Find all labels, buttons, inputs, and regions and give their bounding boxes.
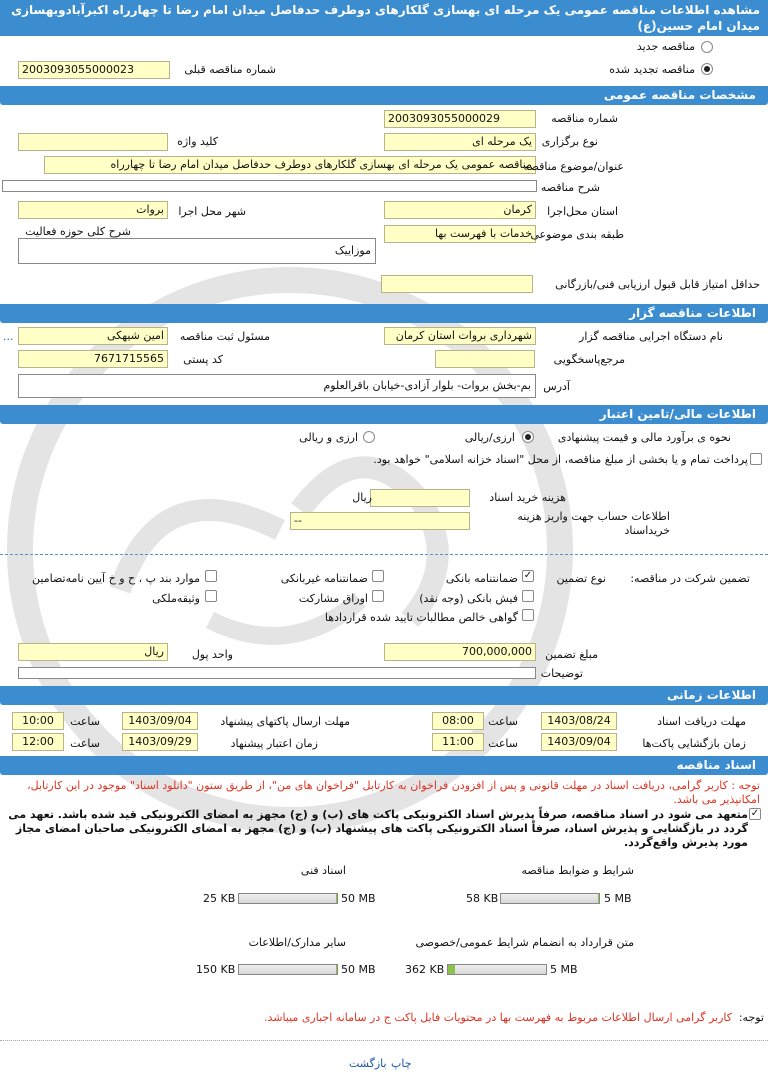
reference-label: مرجع‌پاسخگویی — [553, 353, 625, 366]
send-date-field[interactable]: 1403/09/04 — [122, 712, 198, 730]
property-collateral-checkbox[interactable] — [205, 590, 217, 602]
commit-checkbox[interactable]: ✓ — [750, 808, 760, 819]
city-label: شهر محل اجرا — [178, 205, 246, 218]
receive-date-field[interactable]: 1403/08/24 — [541, 712, 617, 730]
file-max-other: 50 MB — [341, 963, 376, 976]
progress-fill — [336, 965, 337, 974]
validity-label: زمان اعتبار پیشنهاد — [230, 737, 318, 750]
reference-field[interactable] — [435, 350, 535, 368]
print-link[interactable]: چاپ — [391, 1057, 412, 1070]
address-label: آدرس — [543, 380, 570, 393]
activity-field[interactable]: موزاییک — [18, 238, 376, 264]
forex-label: ارزی و ریالی — [299, 431, 358, 444]
file-size-technical: 25 KB — [203, 892, 236, 905]
nonbank-guarantee-checkbox[interactable] — [372, 570, 384, 582]
file-max-technical: 50 MB — [341, 892, 376, 905]
clause-items-label: موارد بند پ ، ح و خ آیین نامه‌تضامین — [32, 572, 200, 585]
progress-fill — [598, 894, 599, 903]
estimate-label: نحوه ی برآورد مالی و قیمت پیشنهادی — [557, 431, 731, 444]
receivables-checkbox[interactable] — [522, 609, 534, 621]
rial-radio[interactable] — [522, 431, 534, 443]
clause-items-checkbox[interactable] — [205, 570, 217, 582]
open-time-field[interactable]: 11:00 — [432, 733, 484, 751]
commit-text: متعهد می شود در اسناد مناقصه، صرفاً پذیرش اسناد الکترونیکی پاکت های (ب) و (ج) مجهز به امضای الکترونیکی قید شده باشد. تعهد می گردد در بازگشایی و پذیرش اسناد، صرفاً اسناد الکترونیکی پاکت های پیشنهاد (ب) و (ج) مجهز به امضای الکترونیکی صاحبان امضای مجاز مورد پذیرش واقع‌گردد. — [8, 808, 748, 849]
file-size-contract: 362 KB — [405, 963, 445, 976]
organizer-section-header: اطلاعات مناقصه گزار — [0, 304, 768, 323]
pricelist-note-prefix: توجه: — [738, 1011, 764, 1024]
currency-field[interactable]: ریال — [18, 643, 168, 661]
renewed-tender-radio[interactable] — [701, 63, 713, 75]
new-tender-label: مناقصه جدید — [636, 40, 695, 53]
organizer-field[interactable]: شهرداری بروات استان کرمان — [384, 327, 536, 345]
guarantee-amount-label: مبلغ تضمین — [545, 648, 598, 661]
footer-divider — [0, 1040, 768, 1041]
send-label: مهلت ارسال پاکتهای پیشنهاد — [220, 715, 350, 728]
progress-technical — [238, 893, 338, 904]
bonds-checkbox[interactable] — [372, 590, 384, 602]
guarantee-amount-field[interactable]: 700,000,000 — [384, 643, 536, 661]
forex-radio[interactable] — [363, 431, 375, 443]
subject-label: عنوان/موضوع مناقصه — [523, 160, 624, 173]
treasury-label: پرداخت تمام و یا بخشی از مبلغ مناقصه، از محل "اسناد خزانه اسلامی" خواهد بود. — [373, 453, 748, 466]
registrar-label: مسئول ثبت مناقصه — [179, 330, 270, 343]
general-section-header: مشخصات مناقصه عمومی — [0, 86, 768, 105]
page-title: مشاهده اطلاعات مناقصه عمومی یک مرحله ای بهسازی گلکارهای دوطرف حدفاصل میدان امام رضا تا چهارراه اکبرآبادوبهسازی میدان امام حسین(ع) — [0, 0, 768, 36]
file-name-conditions: شرایط و ضوابط مناقصه — [521, 864, 634, 877]
bank-guarantee-label: ضمانتنامه بانکی — [445, 572, 518, 585]
new-tender-radio[interactable] — [701, 41, 713, 53]
doc-cost-label: هزینه خرید اسناد — [489, 491, 566, 504]
min-score-label: حداقل امتیاز قابل قبول ارزیابی فنی/بازرگانی — [555, 278, 760, 291]
file-size-other: 150 KB — [196, 963, 236, 976]
validity-date-field[interactable]: 1403/09/29 — [122, 733, 198, 751]
file-size-conditions: 58 KB — [466, 892, 499, 905]
download-note: توجه : کاربر گرامی، دریافت اسناد در مهلت قانونی و پس از افزودن فراخوان به کارتابل "فراخوان های من"، از طریق ستون "دانلود اسناد" موجود در این کارتابل، امکانپذیر می باشد. — [27, 779, 760, 806]
guarantee-type-label: نوع تضمین — [556, 572, 606, 585]
activity-label: شرح کلی حوزه فعالیت — [25, 225, 131, 238]
back-link[interactable]: بازگشت — [349, 1057, 387, 1070]
guarantee-section-label: تضمین شرکت در مناقصه: — [630, 572, 750, 585]
rial-label: ارزی/ریالی — [464, 431, 515, 444]
file-max-contract: 5 MB — [550, 963, 578, 976]
province-label: استان محل‌اجرا — [547, 205, 618, 218]
open-label: زمان بازگشایی پاکت‌ها — [642, 737, 746, 750]
file-max-conditions: 5 MB — [604, 892, 632, 905]
account-label: اطلاعات حساب جهت واریز هزینه خریداسناد — [517, 510, 670, 537]
send-time-field[interactable]: 10:00 — [12, 712, 64, 730]
file-name-contract: متن قرارداد به انضمام شرایط عمومی/خصوصی — [415, 936, 634, 949]
send-hour-label: ساعت — [70, 715, 100, 728]
validity-time-field[interactable]: 12:00 — [12, 733, 64, 751]
postal-code-label: کد پستی — [183, 353, 223, 366]
validity-hour-label: ساعت — [70, 737, 100, 750]
min-score-field[interactable] — [381, 275, 533, 293]
property-collateral-label: وثیقه‌ملکی — [152, 592, 200, 605]
description-label: شرح مناقصه — [540, 181, 600, 194]
receive-hour-label: ساعت — [488, 715, 518, 728]
bank-guarantee-checkbox[interactable]: ✓ — [523, 570, 533, 581]
currency-label: واحد پول — [191, 648, 233, 661]
subject-field[interactable]: مناقصه عمومی یک مرحله ای بهسازی گلکارهای دوطرف حدفاصل میدان امام رضا تا چهارراه — [44, 156, 536, 174]
open-date-field[interactable]: 1403/09/04 — [541, 733, 617, 751]
treasury-checkbox[interactable] — [750, 453, 762, 465]
tender-number-field[interactable]: 2003093055000029 — [384, 110, 536, 128]
doc-cost-field[interactable] — [370, 489, 470, 507]
keyword-field[interactable] — [18, 133, 168, 151]
timing-section-header: اطلاعات زمانی — [0, 686, 768, 705]
doc-cost-currency: ریال — [352, 491, 372, 504]
address-field[interactable]: بم-بخش بروات- بلوار آزادی-خیابان باقرالعلوم — [18, 374, 536, 398]
bonds-label: اوراق مشارکت — [298, 592, 368, 605]
tender-number-label: شماره مناقصه — [551, 112, 618, 125]
progress-contract — [447, 964, 547, 975]
nonbank-guarantee-label: ضمانتنامه غیربانکی — [280, 572, 368, 585]
receive-label: مهلت دریافت اسناد — [657, 715, 746, 728]
progress-fill — [448, 965, 455, 974]
progress-fill — [336, 894, 337, 903]
category-field[interactable]: خدمات با فهرست بها — [384, 225, 536, 243]
cash-receipt-label: فیش بانکی (وجه نقد) — [419, 592, 518, 605]
tender-type-label: نوع برگزاری — [541, 135, 598, 148]
previous-number-label: شماره مناقصه قبلی — [184, 63, 276, 76]
category-label: طبقه بندی موضوعی — [530, 228, 624, 241]
receivables-label: گواهی خالص مطالبات تایید شده قراردادها — [324, 611, 518, 624]
receive-time-field[interactable]: 08:00 — [432, 712, 484, 730]
documents-section-header: اسناد مناقصه — [0, 756, 768, 775]
city-field[interactable]: بروات — [18, 201, 168, 219]
open-hour-label: ساعت — [488, 737, 518, 750]
notes-field[interactable] — [18, 667, 536, 679]
file-name-other: سایر مدارک/اطلاعات — [248, 936, 346, 949]
progress-conditions — [500, 893, 600, 904]
registrar-field[interactable]: امین شیهکی — [18, 327, 168, 345]
financial-section-header: اطلاعات مالی/تامین اعتبار — [0, 405, 768, 424]
cash-receipt-checkbox[interactable] — [522, 590, 534, 602]
file-name-technical: اسناد فنی — [300, 864, 346, 877]
pricelist-note: کاربر گرامی ارسال اطلاعات مربوط به فهرست بها در محتویات فایل پاکت ج در سامانه اجباری میباشد. — [263, 1011, 732, 1024]
description-field[interactable] — [2, 180, 537, 192]
progress-other — [238, 964, 338, 975]
postal-code-field[interactable]: 7671715565 — [18, 350, 168, 368]
section-divider — [0, 554, 768, 555]
province-field[interactable]: کرمان — [384, 201, 536, 219]
organizer-label: نام دستگاه اجرایی مناقصه گزار — [579, 330, 723, 343]
keyword-label: کلید واژه — [177, 135, 218, 148]
renewed-tender-label: مناقصه تجدید شده — [609, 63, 695, 76]
account-field[interactable]: -- — [290, 512, 470, 530]
more-ellipsis-link[interactable]: ... — [3, 330, 14, 343]
notes-label: توضیحات — [540, 667, 583, 680]
previous-number-field[interactable]: 2003093055000023 — [18, 61, 170, 79]
tender-type-field[interactable]: یک مرحله ای — [384, 133, 536, 151]
